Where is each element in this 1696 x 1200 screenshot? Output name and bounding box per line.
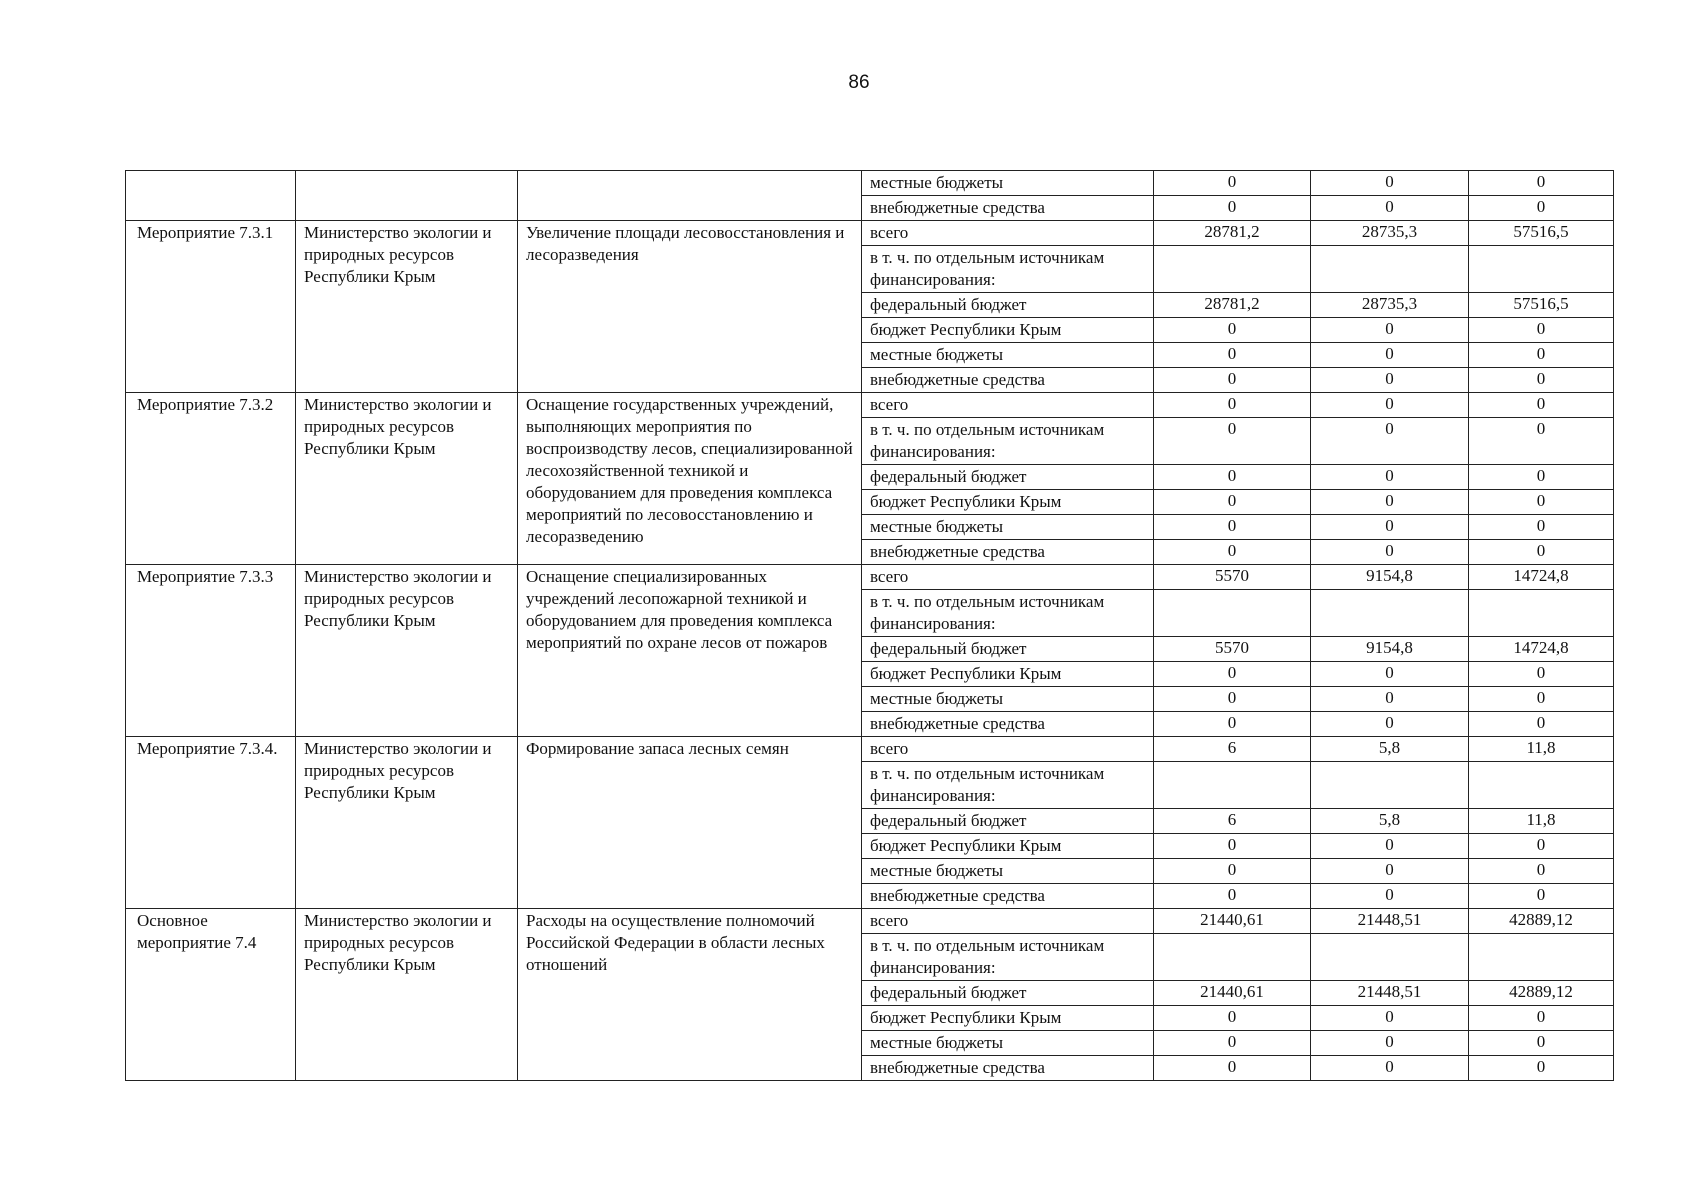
value-cell: 0 — [1311, 540, 1469, 565]
source-cell: бюджет Республики Крым — [862, 834, 1154, 859]
source-cell: всего — [862, 565, 1154, 590]
source-cell: всего — [862, 737, 1154, 762]
value-cell — [1469, 590, 1614, 637]
value-cell: 0 — [1311, 687, 1469, 712]
value-cell: 0 — [1469, 859, 1614, 884]
value-cell: 0 — [1311, 318, 1469, 343]
funding-table — [125, 170, 1614, 1081]
source-cell: всего — [862, 909, 1154, 934]
value-cell: 0 — [1311, 1056, 1469, 1081]
value-cell: 0 — [1311, 662, 1469, 687]
table-row — [126, 393, 1614, 418]
description-cell: Формирование запаса лесных семян — [518, 737, 862, 909]
source-cell: внебюджетные средства — [862, 196, 1154, 221]
value-cell: 21448,51 — [1311, 981, 1469, 1006]
value-cell: 0 — [1469, 515, 1614, 540]
value-cell: 0 — [1311, 393, 1469, 418]
value-cell: 28735,3 — [1311, 293, 1469, 318]
source-cell: в т. ч. по отдельным источникам финансирования: — [862, 246, 1154, 293]
value-cell: 0 — [1469, 196, 1614, 221]
value-cell: 0 — [1154, 662, 1311, 687]
source-cell: местные бюджеты — [862, 1031, 1154, 1056]
source-cell: федеральный бюджет — [862, 981, 1154, 1006]
value-cell: 0 — [1154, 418, 1311, 465]
value-cell — [1469, 934, 1614, 981]
value-cell: 0 — [1311, 490, 1469, 515]
value-cell: 0 — [1154, 393, 1311, 418]
description-cell: Оснащение государственных учреждений, выполняющих мероприятия по воспроизводству лесов, специализированной лесохозяйственной техникой и оборудованием для проведения комплекса мероприятий по лесовосстановлению и лесоразведению — [518, 393, 862, 565]
value-cell: 0 — [1154, 834, 1311, 859]
event-cell: Мероприятие 7.3.3 — [126, 565, 296, 737]
executor-cell: Министерство экологии и природных ресурсов Республики Крым — [296, 909, 518, 1081]
source-cell: в т. ч. по отдельным источникам финансирования: — [862, 762, 1154, 809]
value-cell: 5570 — [1154, 565, 1311, 590]
value-cell: 21448,51 — [1311, 909, 1469, 934]
page-number: 86 — [848, 72, 870, 93]
table-row — [126, 221, 1614, 246]
value-cell: 0 — [1311, 1006, 1469, 1031]
source-cell: бюджет Республики Крым — [862, 490, 1154, 515]
event-cell: Основное мероприятие 7.4 — [126, 909, 296, 1081]
value-cell: 0 — [1154, 1056, 1311, 1081]
value-cell: 0 — [1154, 687, 1311, 712]
value-cell: 0 — [1469, 418, 1614, 465]
executor-cell — [296, 171, 518, 221]
value-cell: 21440,61 — [1154, 909, 1311, 934]
value-cell: 0 — [1311, 418, 1469, 465]
table-row — [126, 909, 1614, 934]
table-row — [126, 737, 1614, 762]
source-cell: внебюджетные средства — [862, 540, 1154, 565]
value-cell — [1154, 934, 1311, 981]
value-cell: 57516,5 — [1469, 293, 1614, 318]
source-cell: местные бюджеты — [862, 171, 1154, 196]
value-cell: 5570 — [1154, 637, 1311, 662]
value-cell: 0 — [1154, 368, 1311, 393]
source-cell: местные бюджеты — [862, 515, 1154, 540]
value-cell: 57516,5 — [1469, 221, 1614, 246]
value-cell: 0 — [1469, 1056, 1614, 1081]
value-cell: 0 — [1154, 171, 1311, 196]
event-cell: Мероприятие 7.3.1 — [126, 221, 296, 393]
source-cell: внебюджетные средства — [862, 884, 1154, 909]
value-cell: 0 — [1469, 1006, 1614, 1031]
value-cell: 14724,8 — [1469, 637, 1614, 662]
value-cell — [1469, 762, 1614, 809]
source-cell: всего — [862, 221, 1154, 246]
value-cell: 0 — [1311, 368, 1469, 393]
value-cell: 0 — [1154, 884, 1311, 909]
value-cell: 5,8 — [1311, 737, 1469, 762]
value-cell: 0 — [1311, 515, 1469, 540]
value-cell: 0 — [1311, 859, 1469, 884]
executor-cell: Министерство экологии и природных ресурсов Республики Крым — [296, 393, 518, 565]
value-cell: 28735,3 — [1311, 221, 1469, 246]
value-cell: 0 — [1154, 318, 1311, 343]
source-cell: в т. ч. по отдельным источникам финансирования: — [862, 934, 1154, 981]
source-cell: федеральный бюджет — [862, 809, 1154, 834]
description-cell: Оснащение специализированных учреждений лесопожарной техникой и оборудованием для проведения комплекса мероприятий по охране лесов от пожаров — [518, 565, 862, 737]
source-cell: внебюджетные средства — [862, 368, 1154, 393]
value-cell: 0 — [1469, 393, 1614, 418]
source-cell: всего — [862, 393, 1154, 418]
value-cell: 6 — [1154, 737, 1311, 762]
value-cell: 28781,2 — [1154, 293, 1311, 318]
event-cell: Мероприятие 7.3.4. — [126, 737, 296, 909]
value-cell: 9154,8 — [1311, 565, 1469, 590]
value-cell: 5,8 — [1311, 809, 1469, 834]
value-cell — [1311, 934, 1469, 981]
event-cell — [126, 171, 296, 221]
value-cell: 42889,12 — [1469, 981, 1614, 1006]
value-cell: 0 — [1311, 712, 1469, 737]
value-cell: 0 — [1154, 712, 1311, 737]
value-cell: 0 — [1469, 712, 1614, 737]
value-cell: 9154,8 — [1311, 637, 1469, 662]
value-cell: 0 — [1469, 1031, 1614, 1056]
value-cell: 0 — [1469, 318, 1614, 343]
value-cell: 42889,12 — [1469, 909, 1614, 934]
table-row — [126, 171, 1614, 196]
source-cell: местные бюджеты — [862, 687, 1154, 712]
source-cell: бюджет Республики Крым — [862, 318, 1154, 343]
value-cell: 0 — [1154, 515, 1311, 540]
value-cell: 0 — [1469, 343, 1614, 368]
value-cell: 6 — [1154, 809, 1311, 834]
description-cell — [518, 171, 862, 221]
value-cell: 0 — [1469, 540, 1614, 565]
value-cell: 0 — [1154, 343, 1311, 368]
value-cell: 0 — [1469, 368, 1614, 393]
value-cell: 0 — [1311, 465, 1469, 490]
value-cell — [1311, 590, 1469, 637]
value-cell: 11,8 — [1469, 737, 1614, 762]
executor-cell: Министерство экологии и природных ресурсов Республики Крым — [296, 565, 518, 737]
event-cell: Мероприятие 7.3.2 — [126, 393, 296, 565]
value-cell: 11,8 — [1469, 809, 1614, 834]
source-cell: бюджет Республики Крым — [862, 1006, 1154, 1031]
value-cell — [1154, 590, 1311, 637]
source-cell: федеральный бюджет — [862, 637, 1154, 662]
value-cell: 0 — [1469, 834, 1614, 859]
value-cell — [1311, 762, 1469, 809]
description-cell: Увеличение площади лесовосстановления и лесоразведения — [518, 221, 862, 393]
value-cell: 0 — [1154, 490, 1311, 515]
value-cell: 0 — [1154, 1006, 1311, 1031]
source-cell: внебюджетные средства — [862, 1056, 1154, 1081]
value-cell: 0 — [1154, 465, 1311, 490]
source-cell: федеральный бюджет — [862, 465, 1154, 490]
source-cell: в т. ч. по отдельным источникам финансирования: — [862, 590, 1154, 637]
value-cell: 28781,2 — [1154, 221, 1311, 246]
value-cell — [1469, 246, 1614, 293]
value-cell: 14724,8 — [1469, 565, 1614, 590]
source-cell: бюджет Республики Крым — [862, 662, 1154, 687]
executor-cell: Министерство экологии и природных ресурсов Республики Крым — [296, 221, 518, 393]
source-cell: внебюджетные средства — [862, 712, 1154, 737]
value-cell: 0 — [1469, 465, 1614, 490]
value-cell: 0 — [1469, 171, 1614, 196]
source-cell: местные бюджеты — [862, 859, 1154, 884]
value-cell: 0 — [1311, 834, 1469, 859]
source-cell: местные бюджеты — [862, 343, 1154, 368]
value-cell — [1154, 246, 1311, 293]
source-cell: в т. ч. по отдельным источникам финансирования: — [862, 418, 1154, 465]
value-cell — [1311, 246, 1469, 293]
executor-cell: Министерство экологии и природных ресурсов Республики Крым — [296, 737, 518, 909]
value-cell: 0 — [1469, 490, 1614, 515]
value-cell: 21440,61 — [1154, 981, 1311, 1006]
value-cell: 0 — [1154, 196, 1311, 221]
value-cell: 0 — [1311, 884, 1469, 909]
value-cell: 0 — [1311, 196, 1469, 221]
value-cell: 0 — [1154, 859, 1311, 884]
description-cell: Расходы на осуществление полномочий Российской Федерации в области лесных отношений — [518, 909, 862, 1081]
table-body — [126, 171, 1614, 1081]
source-cell: федеральный бюджет — [862, 293, 1154, 318]
value-cell: 0 — [1311, 1031, 1469, 1056]
value-cell — [1154, 762, 1311, 809]
table-row — [126, 565, 1614, 590]
value-cell: 0 — [1469, 884, 1614, 909]
value-cell: 0 — [1311, 343, 1469, 368]
value-cell: 0 — [1469, 687, 1614, 712]
value-cell: 0 — [1469, 662, 1614, 687]
value-cell: 0 — [1154, 540, 1311, 565]
value-cell: 0 — [1311, 171, 1469, 196]
value-cell: 0 — [1154, 1031, 1311, 1056]
